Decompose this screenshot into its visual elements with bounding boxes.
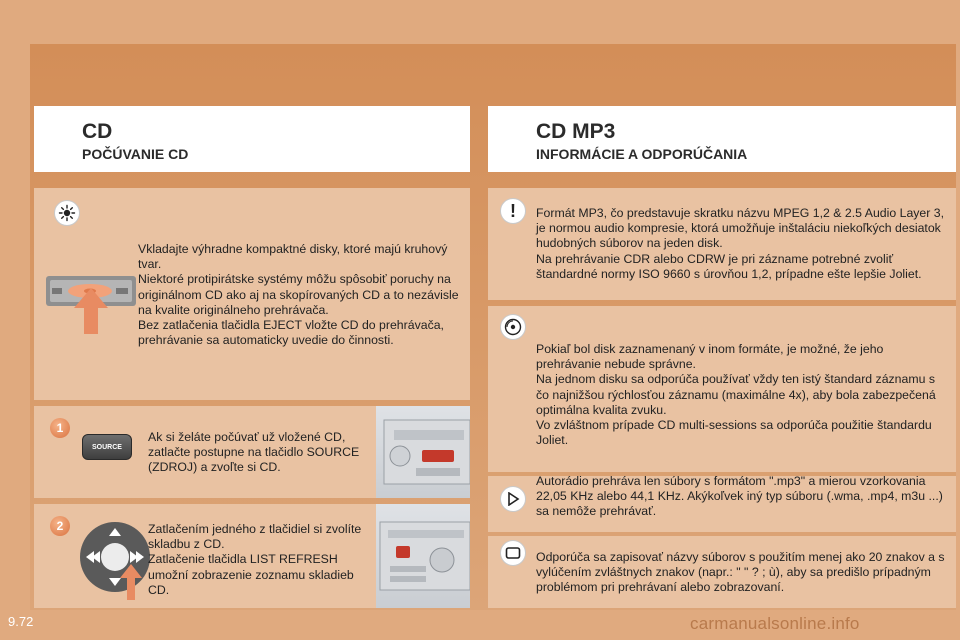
left-title-box bbox=[34, 106, 470, 172]
mp3-info-text-1: Formát MP3, čo predstavuje skratku názvu MPEG 1,2 & 2.5 Audio Layer 3, je normou audio kompresie, ktorá umožňuje inštaláciu niekoľkých desiatok hudobných súborov na jeden disk. Na prehrávanie CDR alebo CDRW je pri zázname potrebné zvoliť štandardné normy ISO 9660 s úrovňou 1,2, prípadne ešte lepšie Joliet. bbox=[536, 206, 945, 281]
radio-panel-illustration-1 bbox=[376, 406, 470, 498]
mp3-info-panel-2 bbox=[488, 306, 956, 472]
mp3-info-panel-3 bbox=[488, 476, 956, 532]
warning-icon: ! bbox=[500, 198, 526, 224]
play-icon bbox=[500, 486, 526, 512]
left-subtitle: POČÚVANIE CD bbox=[82, 146, 189, 162]
step1-number-badge: 1 bbox=[50, 418, 70, 438]
disc-icon bbox=[500, 314, 526, 340]
watermark: carmanualsonline.info bbox=[690, 614, 860, 633]
tip-text: Vkladajte výhradne kompaktné disky, ktoré majú kruhový tvar. Niektoré protipirátske systémy môžu spôsobiť poruchy na originálnom CD ako aj na skopírovaných CD a to nezávisle na kvalite originálneho prehrávača. Bez zatlačenia tlačidla EJECT vložte CD do prehrávača, prehrávanie sa automaticky uvedie do činnosti. bbox=[138, 242, 459, 348]
right-title: CD MP3 bbox=[536, 120, 616, 143]
insert-arrow-icon bbox=[74, 288, 108, 334]
tip-panel bbox=[34, 188, 470, 400]
press-arrow-icon bbox=[120, 564, 142, 600]
step2-panel bbox=[34, 504, 470, 608]
source-button-label: SOURCE bbox=[92, 443, 122, 451]
right-subtitle: INFORMÁCIE A ODPORÚČANIA bbox=[536, 146, 748, 162]
mp3-info-text-2: Pokiaľ bol disk zaznamenaný v inom formáte, je možné, že jeho prehrávanie nebude správne. Na jednom disku sa odporúča používať vždy ten istý štandard záznamu s čo najnižšou rýchlosťou záznamu (maximálne 4x), aby bola zabezpečená optimálna kvalita zvuku. Vo zvláštnom prípade CD multi-sessions sa odporúča použitie štandardu Joliet. bbox=[536, 342, 936, 448]
step2-number-badge: 2 bbox=[50, 516, 70, 536]
radio-panel-illustration-2 bbox=[376, 504, 470, 608]
lightbulb-icon bbox=[54, 200, 80, 226]
source-button[interactable] bbox=[82, 434, 132, 460]
mp3-info-text-3: Autorádio prehráva len súbory s formátom ".mp3" a mierou vzorkovania 22,05 KHz alebo 44,1 KHz. Akýkoľvek iný typ súboru (.wma, .mp4, m3u ...) sa nemôže prehrávať. bbox=[536, 474, 943, 519]
mp3-info-text-4: Odporúča sa zapisovať názvy súborov s použitím menej ako 20 znakov a s vylúčením zvláštnych znakov (napr.: " " ? ; ù), aby sa predišlo prípadným problémom pri prehrávaní alebo zobrazovaní. bbox=[536, 550, 945, 595]
display-icon bbox=[500, 540, 526, 566]
mp3-info-panel-1 bbox=[488, 188, 956, 300]
step1-text: Ak si želáte počúvať už vložené CD, zatlačte postupne na tlačidlo SOURCE (ZDROJ) a zvoľte si CD. bbox=[148, 430, 360, 475]
mp3-info-panel-4 bbox=[488, 536, 956, 608]
page-number: 9.72 bbox=[8, 614, 34, 629]
right-title-box bbox=[488, 106, 956, 172]
step2-text: Zatlačením jedného z tlačidiel si zvolíte skladbu z CD. Zatlačenie tlačidla LIST REFRESH umožní zobrazenie zoznamu skladieb CD. bbox=[148, 522, 362, 597]
left-title: CD bbox=[82, 120, 113, 143]
step1-panel bbox=[34, 406, 470, 498]
